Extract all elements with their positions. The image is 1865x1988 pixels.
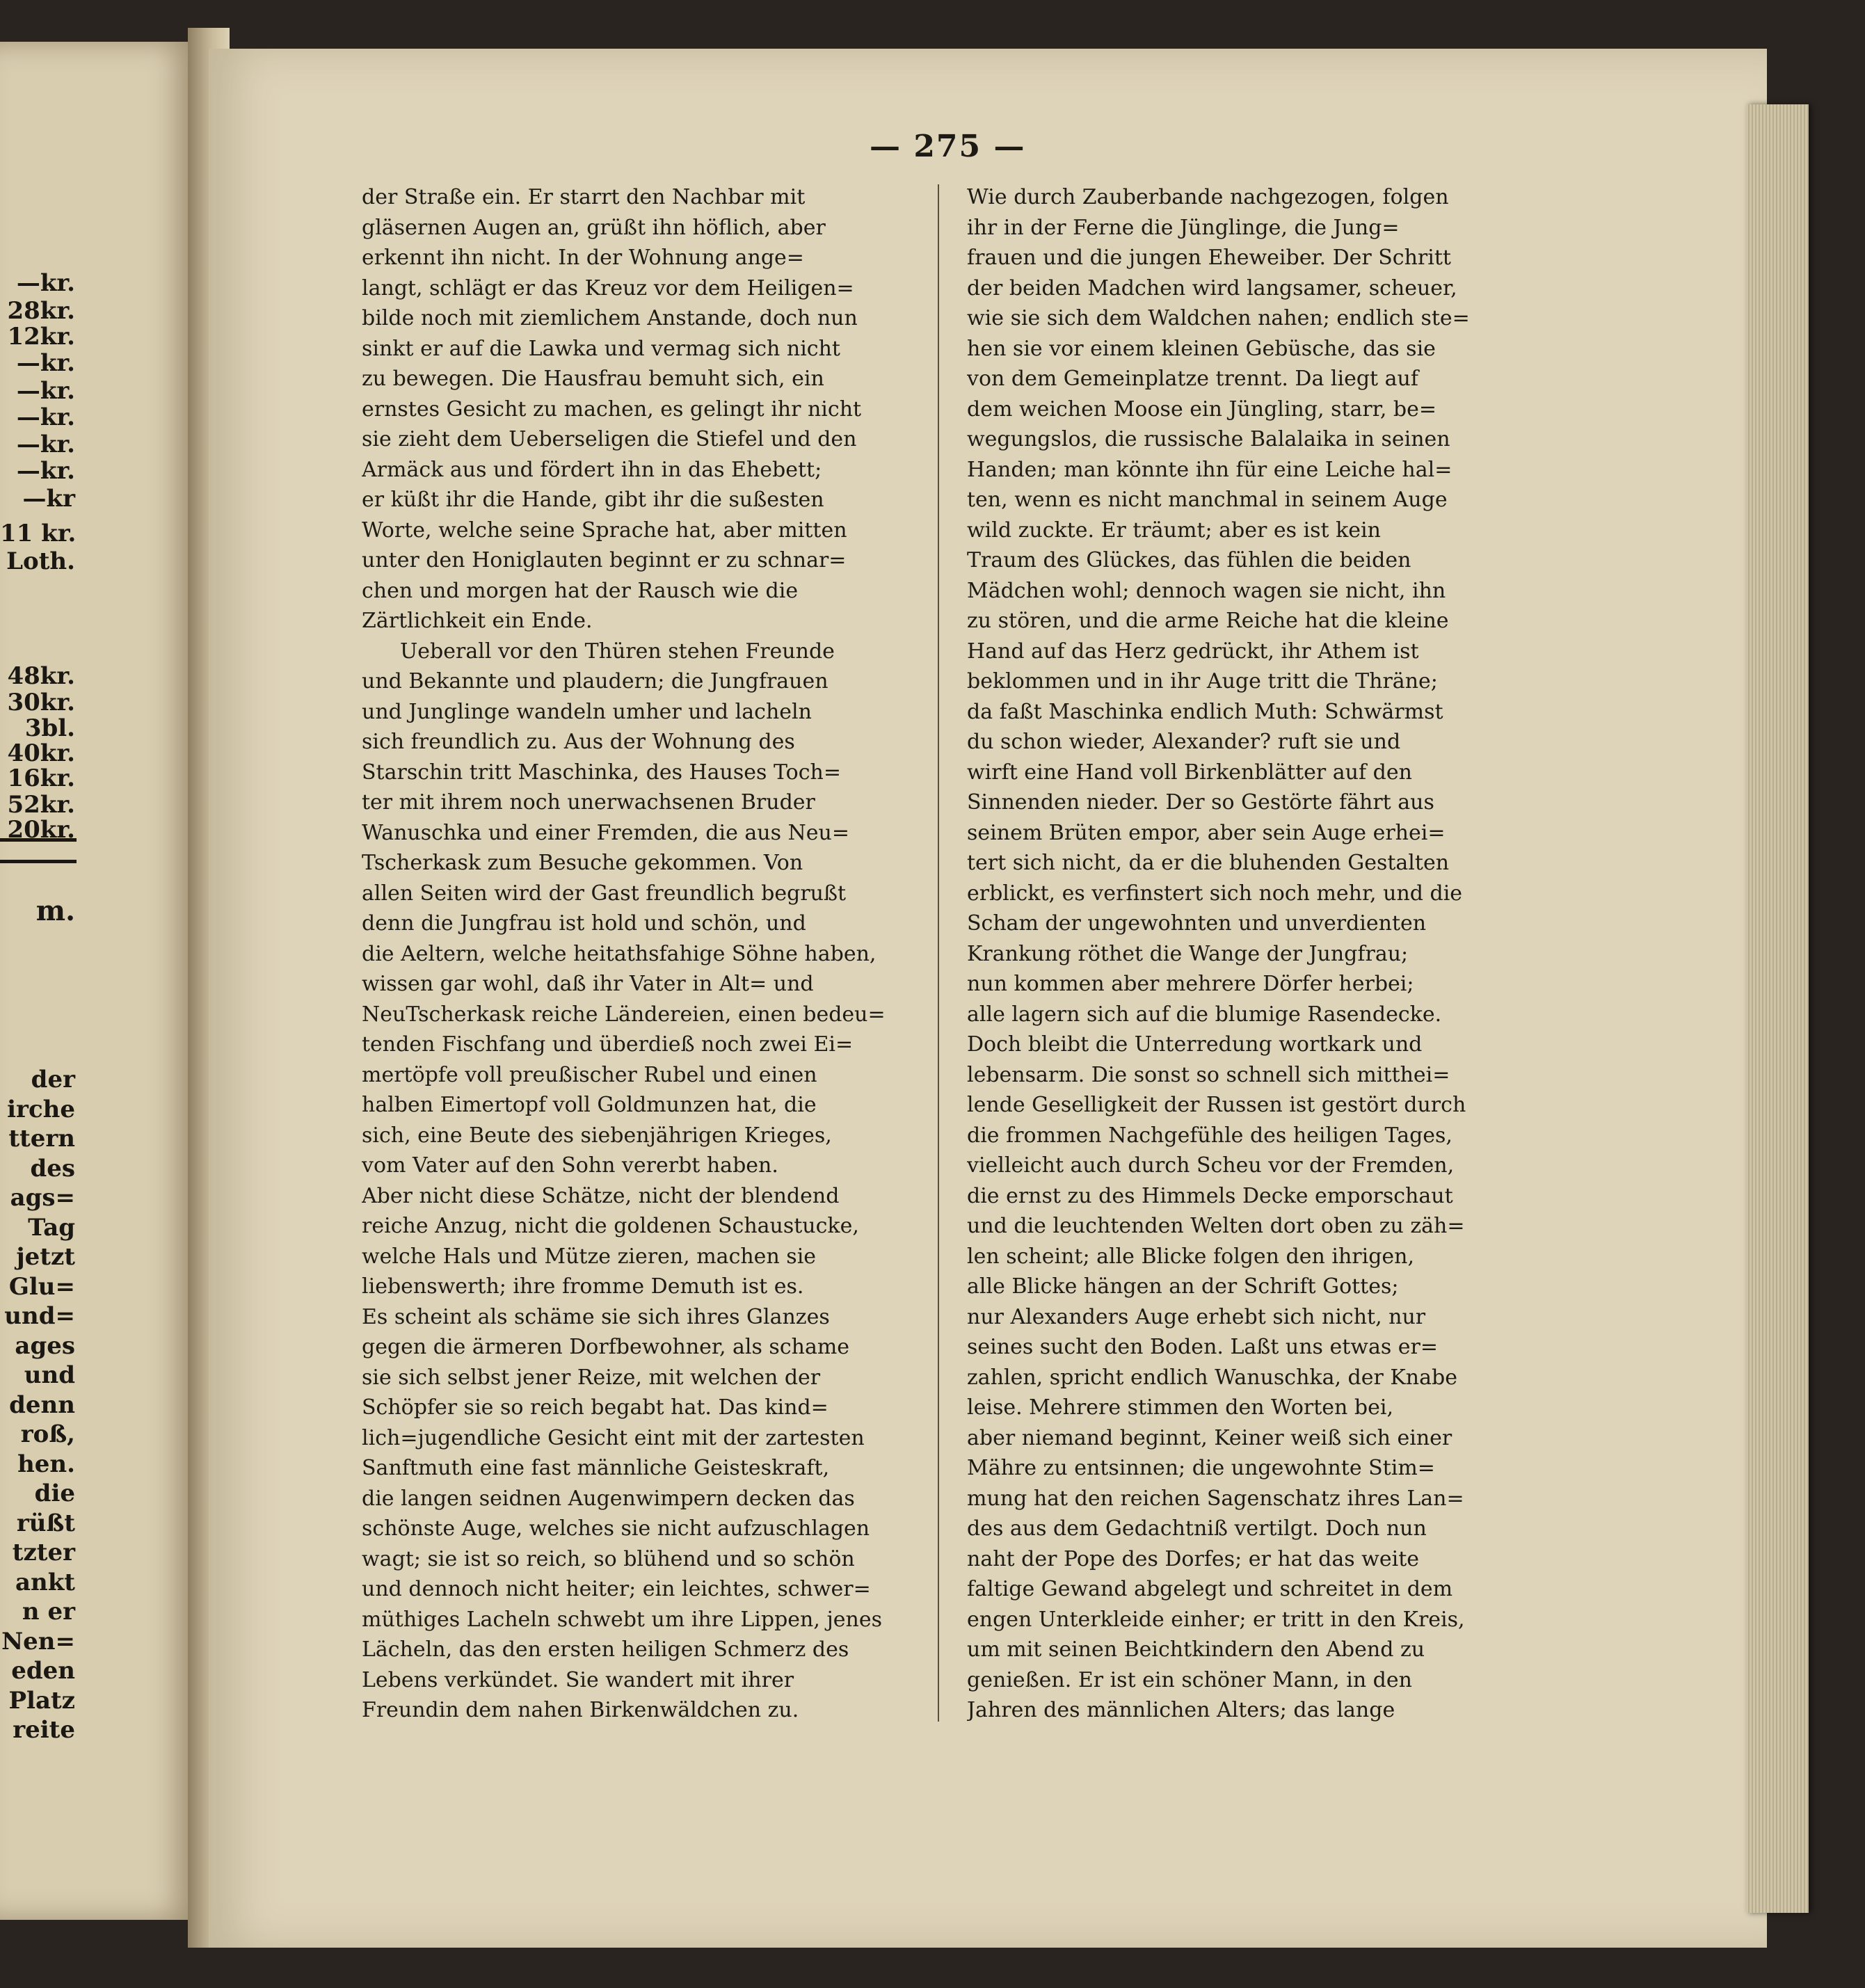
left-page-fragment: die	[34, 1480, 75, 1507]
text-line: der beiden Madchen wird langsamer, scheuer,	[967, 275, 1457, 300]
text-line: sinkt er auf die Lawka und vermag sich nicht	[362, 336, 840, 361]
column-divider	[938, 184, 939, 1722]
text-line: sie zieht dem Ueberseligen die Stiefel und den	[362, 427, 857, 451]
left-page-fragment: hen.	[17, 1450, 75, 1478]
text-line: Krankung röthet die Wange der Jungfrau;	[967, 941, 1409, 966]
text-line: gegen die ärmeren Dorfbewohner, als schame	[362, 1335, 850, 1359]
text-line: vom Vater auf den Sohn vererbt haben.	[362, 1153, 778, 1178]
left-page-fragment: jetzt	[16, 1243, 75, 1271]
text-line: Handen; man könnte ihn für eine Leiche hal=	[967, 457, 1452, 482]
text-line: Lebens verkündet. Sie wandert mit ihrer	[362, 1667, 794, 1692]
left-page-fragment: und	[24, 1361, 75, 1389]
text-line: des aus dem Gedachtniß vertilgt. Doch nun	[967, 1516, 1427, 1541]
left-page-fragment: n er	[22, 1598, 75, 1626]
left-page-fragment: Glu=	[8, 1273, 75, 1301]
text-line: wagt; sie ist so reich, so blühend und so schön	[362, 1546, 855, 1571]
text-line: ihr in der Ferne die Jünglinge, die Jung=	[967, 215, 1400, 240]
left-page-fragment: —kr	[22, 485, 75, 513]
text-line: gläsernen Augen an, grüßt ihn höflich, aber	[362, 215, 826, 240]
text-line: Ueberall vor den Thüren stehen Freunde	[400, 639, 835, 664]
left-page-fragment: tzter	[12, 1539, 75, 1566]
left-page-fragment: und=	[4, 1302, 75, 1330]
text-line: Traum des Glückes, das fühlen die beiden	[967, 548, 1411, 572]
page-number: — 275 —	[870, 129, 1026, 164]
text-line: ten, wenn es nicht manchmal in seinem Auge	[967, 488, 1448, 512]
left-page-fragment: —kr.	[16, 431, 75, 458]
text-line: müthiges Lacheln schwebt um ihre Lippen, jenes	[362, 1607, 882, 1632]
text-line: lebensarm. Die sonst so schnell sich mitthei=	[967, 1062, 1450, 1087]
text-line: Aber nicht diese Schätze, nicht der blendend	[362, 1183, 840, 1208]
text-line: len scheint; alle Blicke folgen den ihrigen,	[967, 1244, 1415, 1269]
text-line: engen Unterkleide einher; er tritt in den Kreis,	[967, 1607, 1465, 1632]
left-page-fragment: Tag	[28, 1214, 75, 1242]
text-line: die Aeltern, welche heitathsfahige Söhne haben,	[362, 941, 877, 966]
text-line: welche Hals und Mütze zieren, machen sie	[362, 1244, 817, 1269]
left-page-fragment: ankt	[15, 1569, 75, 1596]
left-page-fragment: 12kr.	[7, 323, 75, 351]
left-page-fragment: rüßt	[16, 1509, 75, 1537]
text-line: zu bewegen. Die Hausfrau bemuht sich, ein	[362, 367, 824, 391]
right-text-column	[967, 182, 1516, 1726]
text-line: Wanuschka und einer Fremden, die aus Neu=	[362, 820, 849, 845]
text-line: wild zuckte. Er träumt; aber es ist kein	[967, 518, 1381, 543]
left-page-fragment: 16kr.	[7, 764, 75, 792]
left-page-rule	[0, 838, 77, 863]
text-line: tenden Fischfang und überdieß noch zwei Ei=	[362, 1032, 854, 1057]
text-line: sie sich selbst jener Reize, mit welchen der	[362, 1365, 821, 1390]
left-page-fragment: m.	[35, 895, 75, 927]
text-line: er küßt ihr die Hande, gibt ihr die sußesten	[362, 488, 824, 512]
left-page-fragment: ttern	[8, 1125, 75, 1153]
left-page-fragment: Nen=	[1, 1628, 75, 1656]
left-page-fragment: denn	[9, 1391, 75, 1419]
text-line: leise. Mehrere stimmen den Worten bei,	[967, 1395, 1394, 1420]
text-line: denn die Jungfrau ist hold und schön, und	[362, 911, 806, 936]
text-line: wissen gar wohl, daß ihr Vater in Alt= und	[362, 972, 814, 996]
left-page-fragment: reite	[13, 1716, 75, 1744]
left-page-fragment: der	[31, 1066, 75, 1093]
text-line: Starschin tritt Maschinka, des Hauses Toch=	[362, 760, 841, 785]
text-line: Sinnenden nieder. Der so Gestörte fährt aus	[967, 790, 1434, 815]
left-page-fragment: des	[30, 1155, 75, 1183]
text-line: von dem Gemeinplatze trennt. Da liegt auf	[967, 367, 1418, 391]
left-page-fragment: ages	[15, 1332, 75, 1360]
text-line: und Bekannte und plaudern; die Jungfrauen	[362, 669, 829, 694]
left-page-fragment: 28kr.	[7, 297, 75, 325]
left-page-fragment: —kr.	[16, 457, 75, 485]
text-line: mung hat den reichen Sagenschatz ihres Lan=	[967, 1486, 1464, 1511]
text-line: alle lagern sich auf die blumige Rasendecke.	[967, 1002, 1442, 1027]
text-line: Mähre zu entsinnen; die ungewohnte Stim=	[967, 1456, 1435, 1480]
text-line: ter mit ihrem noch unerwachsenen Bruder	[362, 790, 815, 815]
text-line: Worte, welche seine Sprache hat, aber mitten	[362, 518, 847, 543]
text-line: lich=jugendliche Gesicht eint mit der zartesten	[362, 1425, 865, 1450]
text-line: faltige Gewand abgelegt und schreitet in dem	[967, 1577, 1453, 1601]
text-line: vielleicht auch durch Scheu vor der Fremden,	[967, 1153, 1455, 1178]
left-page-fragment: —kr.	[16, 403, 75, 431]
text-line: chen und morgen hat der Rausch wie die	[362, 578, 799, 603]
text-line: Mädchen wohl; dennoch wagen sie nicht, ihn	[967, 578, 1446, 603]
text-line: lende Geselligkeit der Russen ist gestört durch	[967, 1093, 1466, 1117]
text-line: da faßt Maschinka endlich Muth: Schwärmst	[967, 699, 1443, 724]
text-line: Wie durch Zauberbande nachgezogen, folgen	[967, 185, 1449, 209]
text-line: aber niemand beginnt, Keiner weiß sich einer	[967, 1425, 1452, 1450]
text-line: seinem Brüten empor, aber sein Auge erhei=	[967, 820, 1446, 845]
text-line: tert sich nicht, da er die bluhenden Gestalten	[967, 851, 1450, 875]
text-line: wie sie sich dem Waldchen nahen; endlich ste=	[967, 306, 1470, 330]
text-line: zu stören, und die arme Reiche hat die kleine	[967, 609, 1449, 633]
page-edges	[1746, 104, 1809, 1913]
text-line: Schöpfer sie so reich begabt hat. Das kind=	[362, 1395, 829, 1420]
text-line: die ernst zu des Himmels Decke emporschaut	[967, 1183, 1453, 1208]
text-line: sich, eine Beute des siebenjährigen Krieges,	[362, 1123, 832, 1148]
text-line: beklommen und in ihr Auge tritt die Thräne;	[967, 669, 1438, 694]
text-line: nun kommen aber mehrere Dörfer herbei;	[967, 972, 1414, 996]
left-page-fragment: 48kr.	[7, 662, 75, 690]
text-line: erkennt ihn nicht. In der Wohnung ange=	[362, 246, 804, 270]
text-line: unter den Honiglauten beginnt er zu schnar=	[362, 548, 847, 572]
left-page-fragment: eden	[11, 1657, 75, 1685]
text-line: genießen. Er ist ein schöner Mann, in den	[967, 1667, 1412, 1692]
text-line: reiche Anzug, nicht die goldenen Schaustucke,	[362, 1214, 859, 1238]
text-line: Armäck aus und fördert ihn in das Ehebett;	[362, 457, 822, 482]
text-line: langt, schlägt er das Kreuz vor dem Heiligen=	[362, 275, 854, 300]
text-line: halben Eimertopf voll Goldmunzen hat, die	[362, 1093, 817, 1117]
text-line: und dennoch nicht heiter; ein leichtes, schwer=	[362, 1577, 871, 1601]
left-page-fragment: —kr.	[16, 377, 75, 405]
text-line: schönste Auge, welches sie nicht aufzuschlagen	[362, 1516, 870, 1541]
left-page-fragment: 30kr.	[7, 689, 75, 716]
text-line: seines sucht den Boden. Laßt uns etwas er=	[967, 1335, 1439, 1359]
left-page-fragment: Platz	[8, 1687, 75, 1715]
text-line: erblickt, es verfinstert sich noch mehr, und die	[967, 881, 1463, 906]
left-page-fragment: irche	[7, 1096, 75, 1123]
text-line: Scham der ungewohnten und unverdienten	[967, 911, 1427, 936]
left-page-fragment: —kr.	[16, 349, 75, 377]
text-line: hen sie vor einem kleinen Gebüsche, das sie	[967, 336, 1436, 361]
text-line: Es scheint als schäme sie sich ihres Glanzes	[362, 1304, 830, 1329]
left-text-column	[362, 182, 911, 1726]
text-line: Hand auf das Herz gedrückt, ihr Athem ist	[967, 639, 1419, 664]
text-line: NeuTscherkask reiche Ländereien, einen bedeu=	[362, 1002, 886, 1027]
text-line: frauen und die jungen Eheweiber. Der Schritt	[967, 246, 1451, 270]
left-page-fragment: roß,	[20, 1420, 75, 1448]
text-line: dem weichen Moose ein Jüngling, starr, be=	[967, 396, 1436, 422]
text-line: und die leuchtenden Welten dort oben zu zäh=	[967, 1214, 1465, 1238]
text-line: wegungslos, die russische Balalaika in seinen	[967, 427, 1450, 451]
text-line: alle Blicke hängen an der Schrift Gottes;	[967, 1274, 1399, 1299]
left-page-fragment: 20kr.	[7, 816, 75, 844]
text-line: Tscherkask zum Besuche gekommen. Von	[362, 851, 803, 875]
text-line: die langen seidnen Augenwimpern decken das	[362, 1486, 855, 1511]
left-page-fragment: 3bl.	[24, 714, 75, 742]
left-page-fragment: —kr.	[16, 269, 75, 297]
left-page-fragment: ags=	[10, 1184, 75, 1212]
text-line: die frommen Nachgefühle des heiligen Tages,	[967, 1123, 1452, 1148]
left-page-fragment: 40kr.	[7, 739, 75, 767]
text-line: bilde noch mit ziemlichem Anstande, doch nun	[362, 306, 858, 330]
text-line: liebenswerth; ihre fromme Demuth ist es.	[362, 1274, 804, 1299]
left-page-fragment: Loth.	[6, 547, 75, 575]
text-line: der Straße ein. Er starrt den Nachbar mit	[362, 185, 806, 209]
text-line: du schon wieder, Alexander? ruft sie und	[967, 730, 1401, 754]
text-line: und Junglinge wandeln umher und lacheln	[362, 699, 812, 724]
text-line: Freundin dem nahen Birkenwäldchen zu.	[362, 1698, 799, 1722]
text-line: Lächeln, das den ersten heiligen Schmerz des	[362, 1637, 849, 1662]
text-line: nur Alexanders Auge erhebt sich nicht, nur	[967, 1304, 1426, 1329]
text-line: um mit seinen Beichtkindern den Abend zu	[967, 1637, 1425, 1662]
text-line: Jahren des männlichen Alters; das lange	[967, 1698, 1395, 1722]
text-line: mertöpfe voll preußischer Rubel und einen	[362, 1062, 817, 1087]
text-line: Sanftmuth eine fast männliche Geisteskraft,	[362, 1456, 830, 1480]
text-line: zahlen, spricht endlich Wanuschka, der Knabe	[967, 1365, 1457, 1390]
text-line: naht der Pope des Dorfes; er hat das weite	[967, 1546, 1420, 1571]
text-line: wirft eine Hand voll Birkenblätter auf den	[967, 760, 1412, 785]
text-line: Doch bleibt die Unterredung wortkark und	[967, 1032, 1423, 1057]
text-line: sich freundlich zu. Aus der Wohnung des	[362, 730, 795, 754]
text-line: allen Seiten wird der Gast freundlich begrußt	[362, 881, 847, 906]
left-page-fragment: 52kr.	[7, 791, 75, 819]
text-line: ernstes Gesicht zu machen, es gelingt ihr nicht	[362, 396, 862, 422]
left-page-fragment: 11 kr.	[0, 520, 77, 547]
text-line: Zärtlichkeit ein Ende.	[362, 609, 593, 633]
